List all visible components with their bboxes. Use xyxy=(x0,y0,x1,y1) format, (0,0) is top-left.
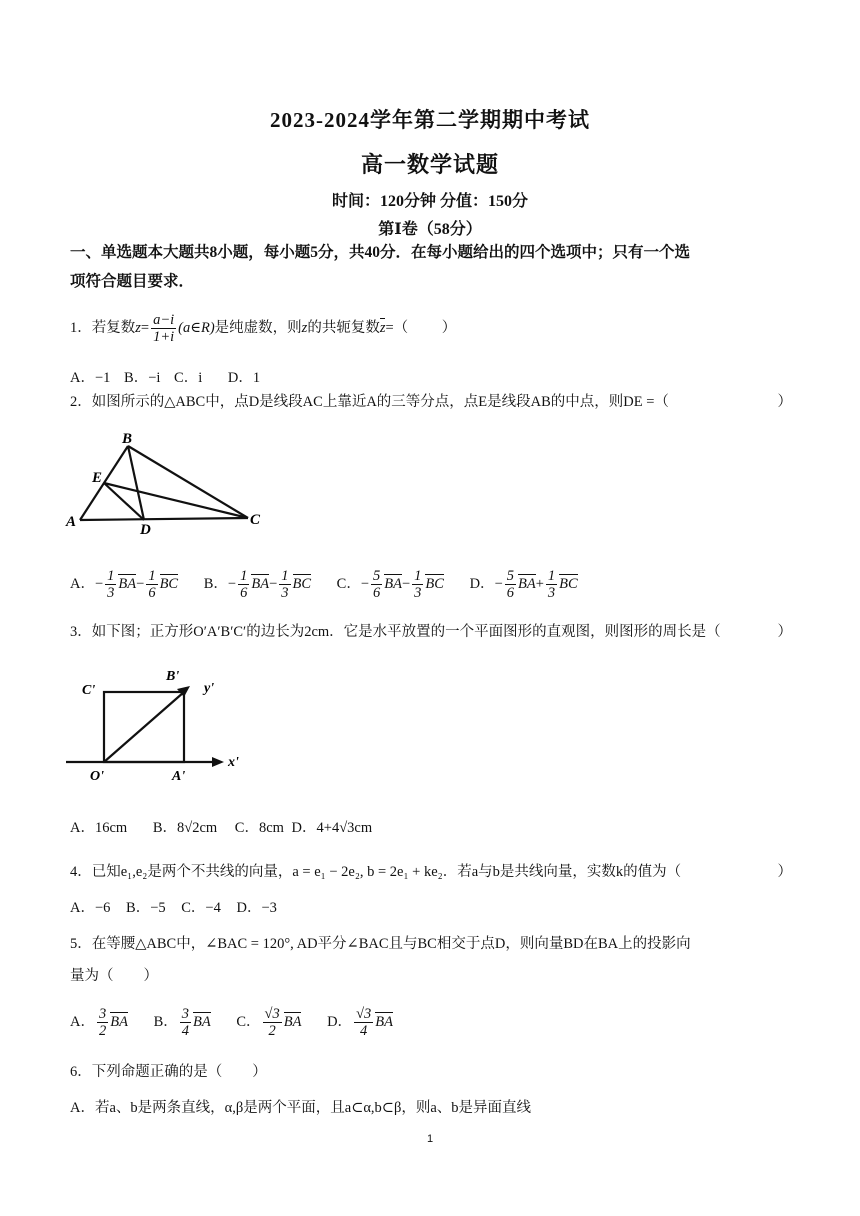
triangle-lines xyxy=(80,446,248,520)
q5-option-c-label: C． xyxy=(236,1013,261,1030)
q5-option-c-frac xyxy=(263,1006,282,1039)
q1-numerator: a−i xyxy=(153,312,175,328)
q1-z: z xyxy=(135,319,141,336)
q4-option-a: A．−6 xyxy=(70,900,111,916)
q2-option-c-frac2 xyxy=(412,568,423,601)
q2-option-b-frac1 xyxy=(238,568,249,601)
label-b-prime: B' xyxy=(166,669,180,684)
q1-end: =（ xyxy=(385,319,409,336)
q2-option-b-frac2-num: 1 xyxy=(281,568,289,584)
q2-option-c-vec1: BA xyxy=(384,575,402,592)
q5-option-d-den: 4 xyxy=(360,1023,368,1039)
q2-option-c-frac2-den: 3 xyxy=(414,585,422,601)
q5-option-b-num: 3 xyxy=(181,1006,189,1022)
label-x-prime: x' xyxy=(228,755,239,770)
q2-options xyxy=(70,568,600,601)
section-heading xyxy=(70,238,792,296)
q5-option-c-vec: BA xyxy=(283,1013,302,1030)
q2-option-d-sign2: + xyxy=(535,575,544,592)
question-6 xyxy=(70,1060,792,1084)
q4-option-b: B．−5 xyxy=(126,900,166,916)
q2-option-b-label: B． xyxy=(203,575,228,592)
q2-option-b-frac1-den: 6 xyxy=(240,585,248,601)
q2-text: 2．如图所示的△ABC中，点D是线段AC上靠近A的三等分点，点E是线段AB的中点，则DE =（ xyxy=(70,394,669,410)
exam-subtitle: 高一数学试题 xyxy=(360,152,499,177)
q2-option-c-frac1-num: 5 xyxy=(373,568,381,584)
q3-paren: ） xyxy=(777,624,792,640)
question-1 xyxy=(70,312,792,345)
q2-option-a-sign1: − xyxy=(94,575,104,592)
q5-option-c-den: 2 xyxy=(268,1023,276,1039)
q5-option-a-frac xyxy=(97,1006,108,1039)
q3-option-a: A．16cm xyxy=(70,820,128,836)
label-c: C xyxy=(250,512,261,528)
q2-option-c-label: C． xyxy=(336,575,361,592)
q5-option-a-den: 2 xyxy=(98,1023,107,1039)
q2-option-b-vec1: BA xyxy=(251,575,270,592)
q2-option-a-frac1-den: 3 xyxy=(107,585,115,601)
q2-option-b-frac1-num: 1 xyxy=(240,568,248,584)
segment-ec xyxy=(104,483,248,518)
q2-option-d-frac1-den: 6 xyxy=(506,585,514,601)
q2-option-d-vec2: BC xyxy=(559,575,578,592)
q1-prefix: 1．若复数 xyxy=(70,319,136,336)
label-o-prime: O' xyxy=(90,769,104,784)
q6-option-a: A．若a、b是两条直线，α,β是两个平面，且a⊂α,b⊂β，则a、b是异面直线 xyxy=(70,1100,532,1116)
q2-option-b-sign1: − xyxy=(227,575,237,592)
q2-option-a-frac2-den: 6 xyxy=(148,585,156,601)
square-lines xyxy=(66,692,214,762)
q2-option-a-vec2: BC xyxy=(159,575,179,592)
q2-option-d-frac2-num: 1 xyxy=(547,568,556,584)
q5-line1: 5．在等腰△ABC中，∠BAC = 120°, AD平分∠BAC且与BC相交于点D，则向量BD在BA上的投影向 xyxy=(70,936,691,952)
segment-ac xyxy=(80,518,248,520)
q1-option-b: B．−i xyxy=(124,370,161,386)
q2-option-b-sign2: − xyxy=(269,575,278,592)
q6-paren: ） xyxy=(252,1064,267,1080)
q2-option-d-frac1 xyxy=(505,568,516,601)
q1-mid: 是纯虚数，则 xyxy=(214,319,302,336)
q1-mid2: 的共轭复数 xyxy=(307,319,380,336)
q5-option-a-num: 3 xyxy=(98,1006,107,1022)
question-5 xyxy=(70,932,792,956)
q2-option-d-frac1-num: 5 xyxy=(506,568,514,584)
q2-option-c-frac2-num: 1 xyxy=(414,568,422,584)
q5-option-b-den: 4 xyxy=(181,1023,189,1039)
q4-options xyxy=(70,896,299,917)
q2-option-a xyxy=(70,568,178,601)
q5-option-d xyxy=(327,1006,393,1039)
q1-options xyxy=(70,366,282,387)
q1-fraction xyxy=(151,312,176,345)
q5-option-d-vec: BA xyxy=(375,1013,393,1030)
q2-option-c-vec2: BC xyxy=(425,575,444,592)
q1-option-a: A．−1 xyxy=(70,370,111,386)
q2-option-a-frac1-num: 1 xyxy=(107,568,115,584)
q5-option-c xyxy=(236,1006,301,1039)
triangle-figure xyxy=(62,428,272,538)
q2-option-c-sign2: − xyxy=(401,575,411,592)
label-a-prime: A' xyxy=(172,769,186,784)
q2-option-a-frac1 xyxy=(105,568,116,601)
section-heading-line1: 一、单选题本大题共8小题，每小题5分，共40分．在每小题给出的四个选项中；只有一个选 xyxy=(70,244,691,261)
q2-option-a-vec1: BA xyxy=(118,575,137,592)
q2-option-d-sign1: − xyxy=(494,575,503,592)
label-y-prime: y' xyxy=(204,681,215,696)
label-a: A xyxy=(66,514,77,530)
square-figure xyxy=(66,662,256,790)
q6-text: 6．下列命题正确的是（ xyxy=(70,1064,223,1080)
q2-option-b xyxy=(204,568,311,601)
q3-options xyxy=(70,816,394,837)
q2-option-b-vec2: BC xyxy=(292,575,312,592)
q3-option-d: D．4+4√3cm xyxy=(291,820,373,836)
volume-label: 第Ⅰ卷（58分） xyxy=(378,221,482,238)
q1-condition: (a∈R) xyxy=(178,319,215,336)
q5-option-b xyxy=(154,1006,211,1039)
exam-title: 2023-2024学年第二学期期中考试 xyxy=(270,108,590,132)
q2-option-b-frac2 xyxy=(279,568,290,601)
q5-option-a-label: A． xyxy=(70,1013,95,1030)
q2-option-b-frac2-den: 3 xyxy=(281,585,289,601)
q2-option-a-sign2: − xyxy=(136,575,145,592)
q4-text: 4．已知e₁,e₂是两个不共线的向量，a = e₁ − 2e₂, b = 2e₁ + ke₂．若a与b是共线向量，实数k的值为（ xyxy=(70,864,682,880)
q1-zbar: z xyxy=(379,319,386,336)
q2-option-d-vec1: BA xyxy=(518,575,536,592)
exam-meta: 时间：120分钟 分值：150分 xyxy=(331,193,528,210)
q5-option-b-frac xyxy=(180,1006,191,1039)
q5-option-a xyxy=(70,1006,128,1039)
q5-option-d-label: D． xyxy=(327,1013,353,1030)
q5-options xyxy=(70,1006,415,1039)
x-axis-arrow xyxy=(212,757,224,767)
q2-option-d xyxy=(470,568,578,601)
q5-option-a-vec: BA xyxy=(110,1013,128,1030)
q3-option-b: B．8√2cm xyxy=(152,820,218,836)
section-heading-line2: 项符合题目要求． xyxy=(70,273,195,290)
label-d: D xyxy=(140,522,151,538)
q5-option-d-num: √3 xyxy=(356,1006,372,1022)
q2-option-c xyxy=(337,568,444,601)
label-c-prime: C' xyxy=(82,683,96,698)
q1-option-c: C．i xyxy=(174,370,203,386)
q1-paren: ） xyxy=(441,319,457,336)
question-5-cont xyxy=(70,964,792,988)
q2-option-d-frac2 xyxy=(546,568,557,601)
q2-option-c-frac1 xyxy=(371,568,382,601)
q1-denominator: 1+i xyxy=(153,329,175,345)
q6-option-a-row xyxy=(70,1096,792,1120)
q2-option-d-frac2-den: 3 xyxy=(547,585,556,601)
q2-option-a-label: A． xyxy=(70,575,95,592)
q2-option-a-frac2 xyxy=(146,568,157,601)
question-4 xyxy=(70,860,792,884)
q2-option-c-frac1-den: 6 xyxy=(373,585,381,601)
page-number: 1 xyxy=(426,1133,434,1145)
q4-option-d: D．−3 xyxy=(236,900,277,916)
question-3 xyxy=(70,620,792,644)
q5-option-c-num: √3 xyxy=(264,1006,280,1022)
label-b: B xyxy=(122,431,133,447)
q2-option-c-sign1: − xyxy=(360,575,370,592)
label-e: E xyxy=(92,470,103,486)
q5-option-d-frac xyxy=(354,1006,373,1039)
segment-bc xyxy=(128,446,248,518)
q2-option-d-label: D． xyxy=(469,575,495,592)
q3-text: 3．如下图；正方形O′A′B′C′的边长为2cm．它是水平放置的一个平面图形的直观图，则图形的周长是（ xyxy=(70,624,721,640)
q5-option-b-label: B． xyxy=(153,1013,178,1030)
q1-option-d: D．1 xyxy=(227,370,261,386)
y-axis-line xyxy=(104,692,184,762)
q1-eq: = xyxy=(140,319,150,336)
q5-line2: 量为（ xyxy=(70,968,114,984)
q5-paren: ） xyxy=(143,968,158,984)
q1-z2: z xyxy=(301,319,308,336)
question-2 xyxy=(70,390,792,414)
q3-option-c: C．8cm xyxy=(234,820,284,836)
q4-option-c: C．−4 xyxy=(181,900,221,916)
q2-option-a-frac2-num: 1 xyxy=(148,568,156,584)
q4-paren: ） xyxy=(777,864,792,880)
q2-paren: ） xyxy=(777,394,792,410)
q5-option-b-vec: BA xyxy=(193,1013,211,1030)
